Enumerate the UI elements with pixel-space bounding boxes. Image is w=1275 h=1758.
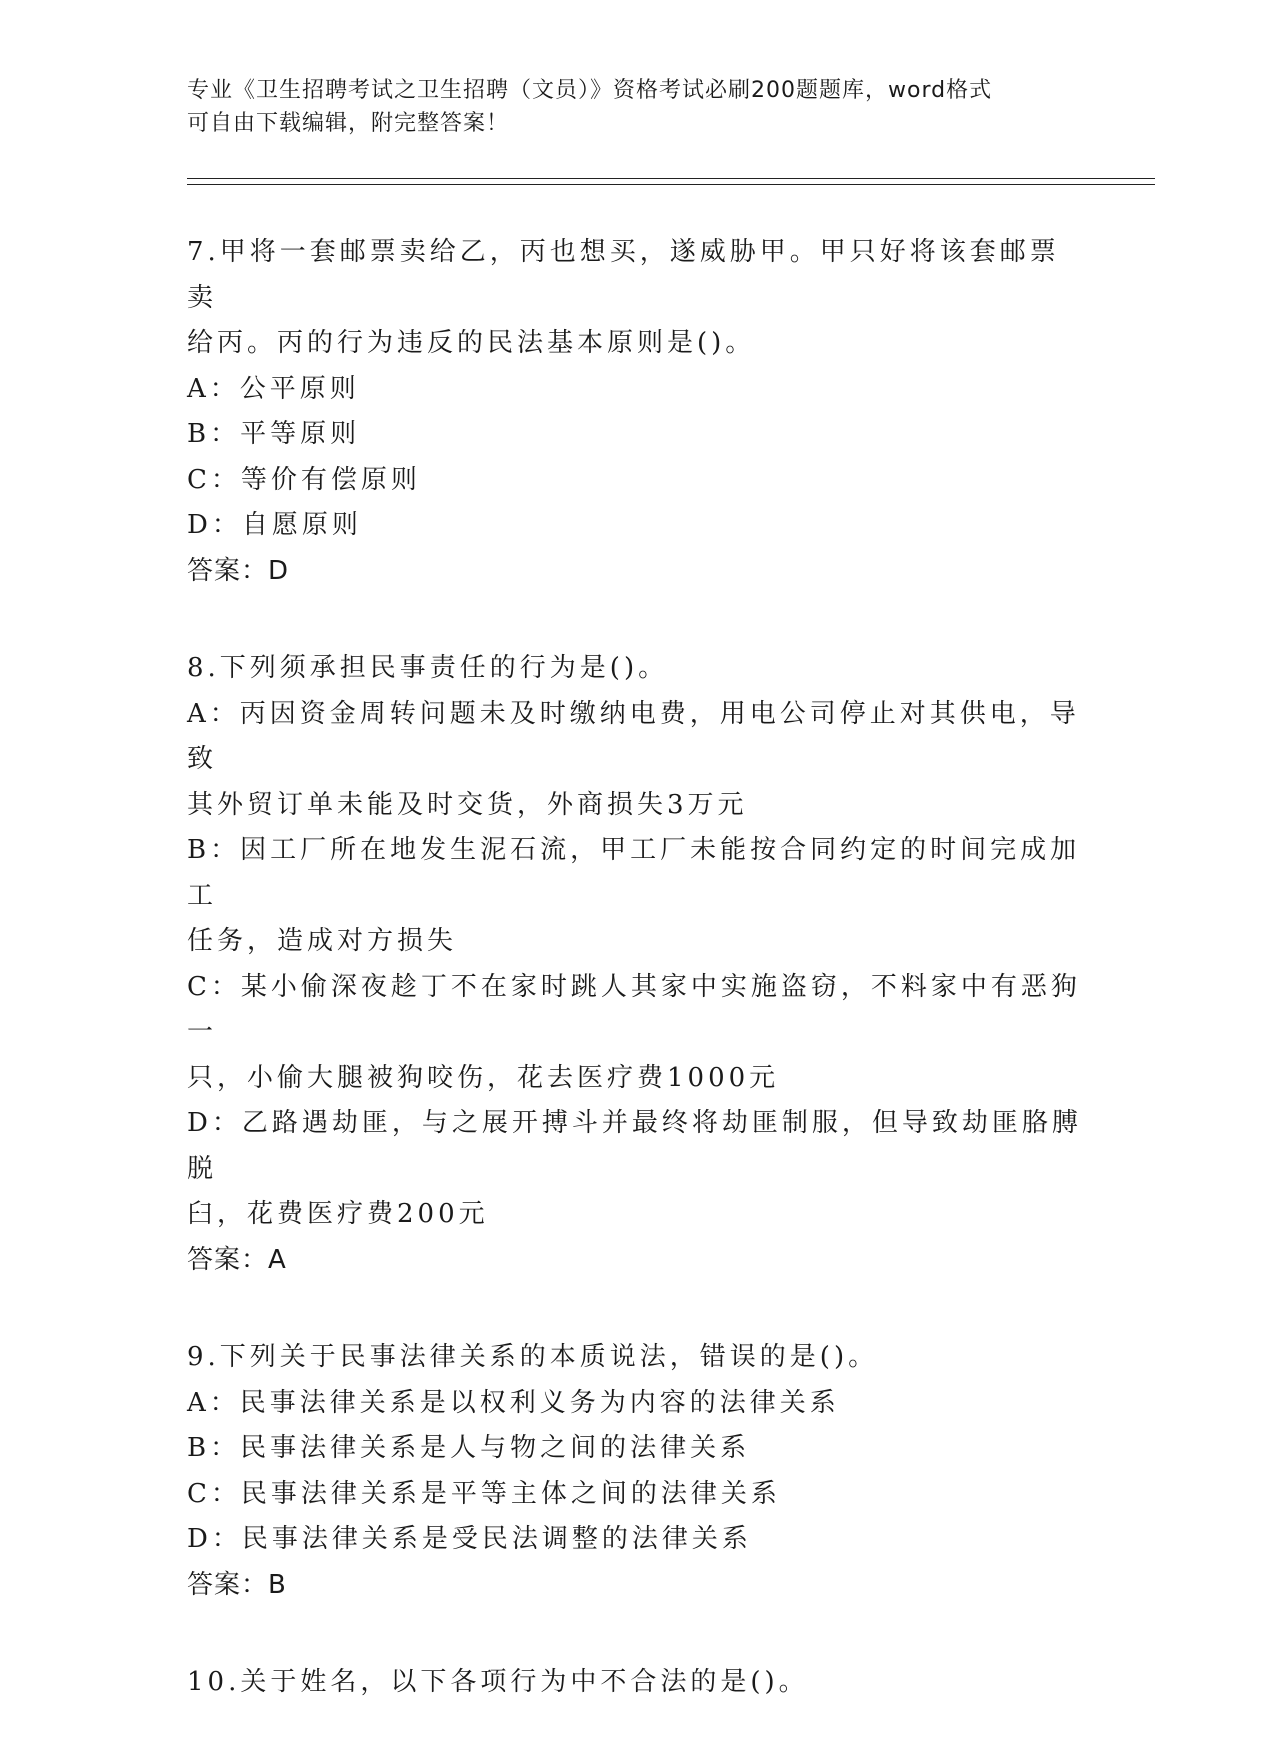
document-header (187, 74, 1087, 140)
answer-key: 答案：D (187, 555, 290, 586)
answer-option: 臼，花费医疗费200元 (187, 1199, 489, 1229)
header-divider (187, 178, 1155, 185)
answer-option: D：乙路遇劫匪，与之展开搏斗并最终将劫匪制服，但导致劫匪胳膊脱 (187, 1108, 1082, 1184)
answer-option: 任务，造成对方损失 (187, 926, 458, 956)
answer-option: A：公平原则 (187, 373, 360, 404)
question-block (187, 1660, 1087, 1706)
question-stem: 8.下列须承担民事责任的行为是()。 (187, 653, 669, 683)
question-stem: 9.下列关于民事法律关系的本质说法，错误的是()。 (187, 1342, 879, 1372)
question-block (187, 1335, 1087, 1608)
question-block (187, 230, 1087, 594)
answer-option: A：民事法律关系是以权利义务为内容的法律关系 (187, 1387, 840, 1418)
answer-option: B：因工厂所在地发生泥石流，甲工厂未能按合同约定的时间完成加工 (187, 835, 1081, 911)
answer-option: 其外贸订单未能及时交货，外商损失3万元 (187, 789, 748, 820)
answer-key: 答案：A (187, 1244, 287, 1275)
question-stem: 7.甲将一套邮票卖给乙，丙也想买，遂威胁甲。甲只好将该套邮票卖 (187, 237, 1060, 313)
answer-option: B：民事法律关系是人与物之间的法律关系 (187, 1433, 751, 1463)
answer-option: D：民事法律关系是受民法调整的法律关系 (187, 1524, 752, 1554)
question-list (187, 230, 1087, 1758)
answer-option: C：等价有偿原则 (187, 464, 421, 495)
answer-option: C：某小偷深夜趁丁不在家时跳人其家中实施盗窃，不料家中有恶狗一 (187, 971, 1081, 1047)
answer-option: C：民事法律关系是平等主体之间的法律关系 (187, 1478, 781, 1509)
answer-option: D：自愿原则 (187, 510, 362, 540)
header-line-1: 专业《卫生招聘考试之卫生招聘（文员）》资格考试必刷200题题库，word格式 (187, 78, 993, 103)
answer-option: B：平等原则 (187, 419, 361, 449)
answer-option: A：丙因资金周转问题未及时缴纳电费，用电公司停止对其供电，导致 (187, 698, 1080, 774)
answer-option: 只，小偷大腿被狗咬伤，花去医疗费1000元 (187, 1062, 780, 1093)
header-line-2: 可自由下载编辑，附完整答案！ (187, 111, 510, 136)
question-block (187, 646, 1087, 1283)
question-stem: 给丙。丙的行为违反的民法基本原则是()。 (187, 328, 756, 358)
answer-key: 答案：B (187, 1569, 287, 1600)
question-stem: 10.关于姓名，以下各项行为中不合法的是()。 (187, 1667, 809, 1697)
